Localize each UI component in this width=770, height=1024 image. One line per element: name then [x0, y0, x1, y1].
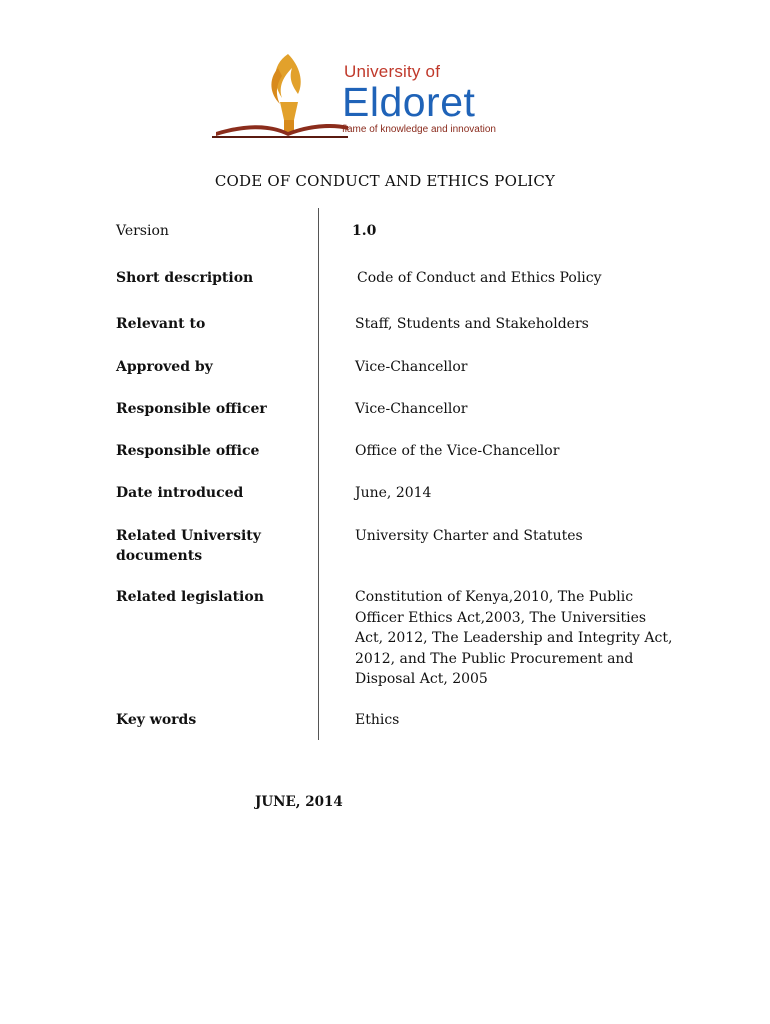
label-approved-by: Approved by — [116, 359, 213, 375]
value-approved-by: Vice-Chancellor — [355, 359, 468, 375]
value-date-introduced: June, 2014 — [355, 485, 432, 501]
label-key-words: Key words — [116, 712, 197, 728]
value-related-legislation: Constitution of Kenya,2010, The Public Officer Ethics Act,2003, The Universities Act, 2012, The Leadership and Integrity Act, 2012, and The Public Procurement and Disposal Act, 2005 — [355, 589, 673, 687]
value-responsible-office: Office of the Vice-Chancellor — [355, 443, 560, 459]
label-related-legislation: Related legislation — [116, 589, 264, 605]
university-logo — [208, 46, 528, 146]
label-responsible-officer: Responsible officer — [116, 401, 267, 417]
column-divider — [318, 208, 319, 740]
label-related-university-documents: Related University documents — [116, 528, 261, 564]
value-related-university-documents: University Charter and Statutes — [355, 528, 583, 544]
logo-tagline: flame of knowledge and innovation — [342, 124, 496, 135]
value-key-words: Ethics — [355, 712, 400, 728]
footer-date: JUNE, 2014 — [255, 794, 343, 810]
document-title: CODE OF CONDUCT AND ETHICS POLICY — [214, 172, 556, 190]
label-date-introduced: Date introduced — [116, 485, 244, 501]
label-responsible-office: Responsible office — [116, 443, 260, 459]
label-version: Version — [116, 223, 169, 239]
label-short-description: Short description — [116, 270, 254, 286]
value-short-description: Code of Conduct and Ethics Policy — [357, 270, 602, 286]
torch-book-icon — [208, 46, 348, 146]
value-version: 1.0 — [352, 223, 377, 239]
label-relevant-to: Relevant to — [116, 316, 206, 332]
value-responsible-officer: Vice-Chancellor — [355, 401, 468, 417]
logo-university-of: University of — [344, 62, 441, 81]
logo-eldoret: Eldoret — [342, 79, 476, 125]
value-relevant-to: Staff, Students and Stakeholders — [355, 316, 589, 332]
